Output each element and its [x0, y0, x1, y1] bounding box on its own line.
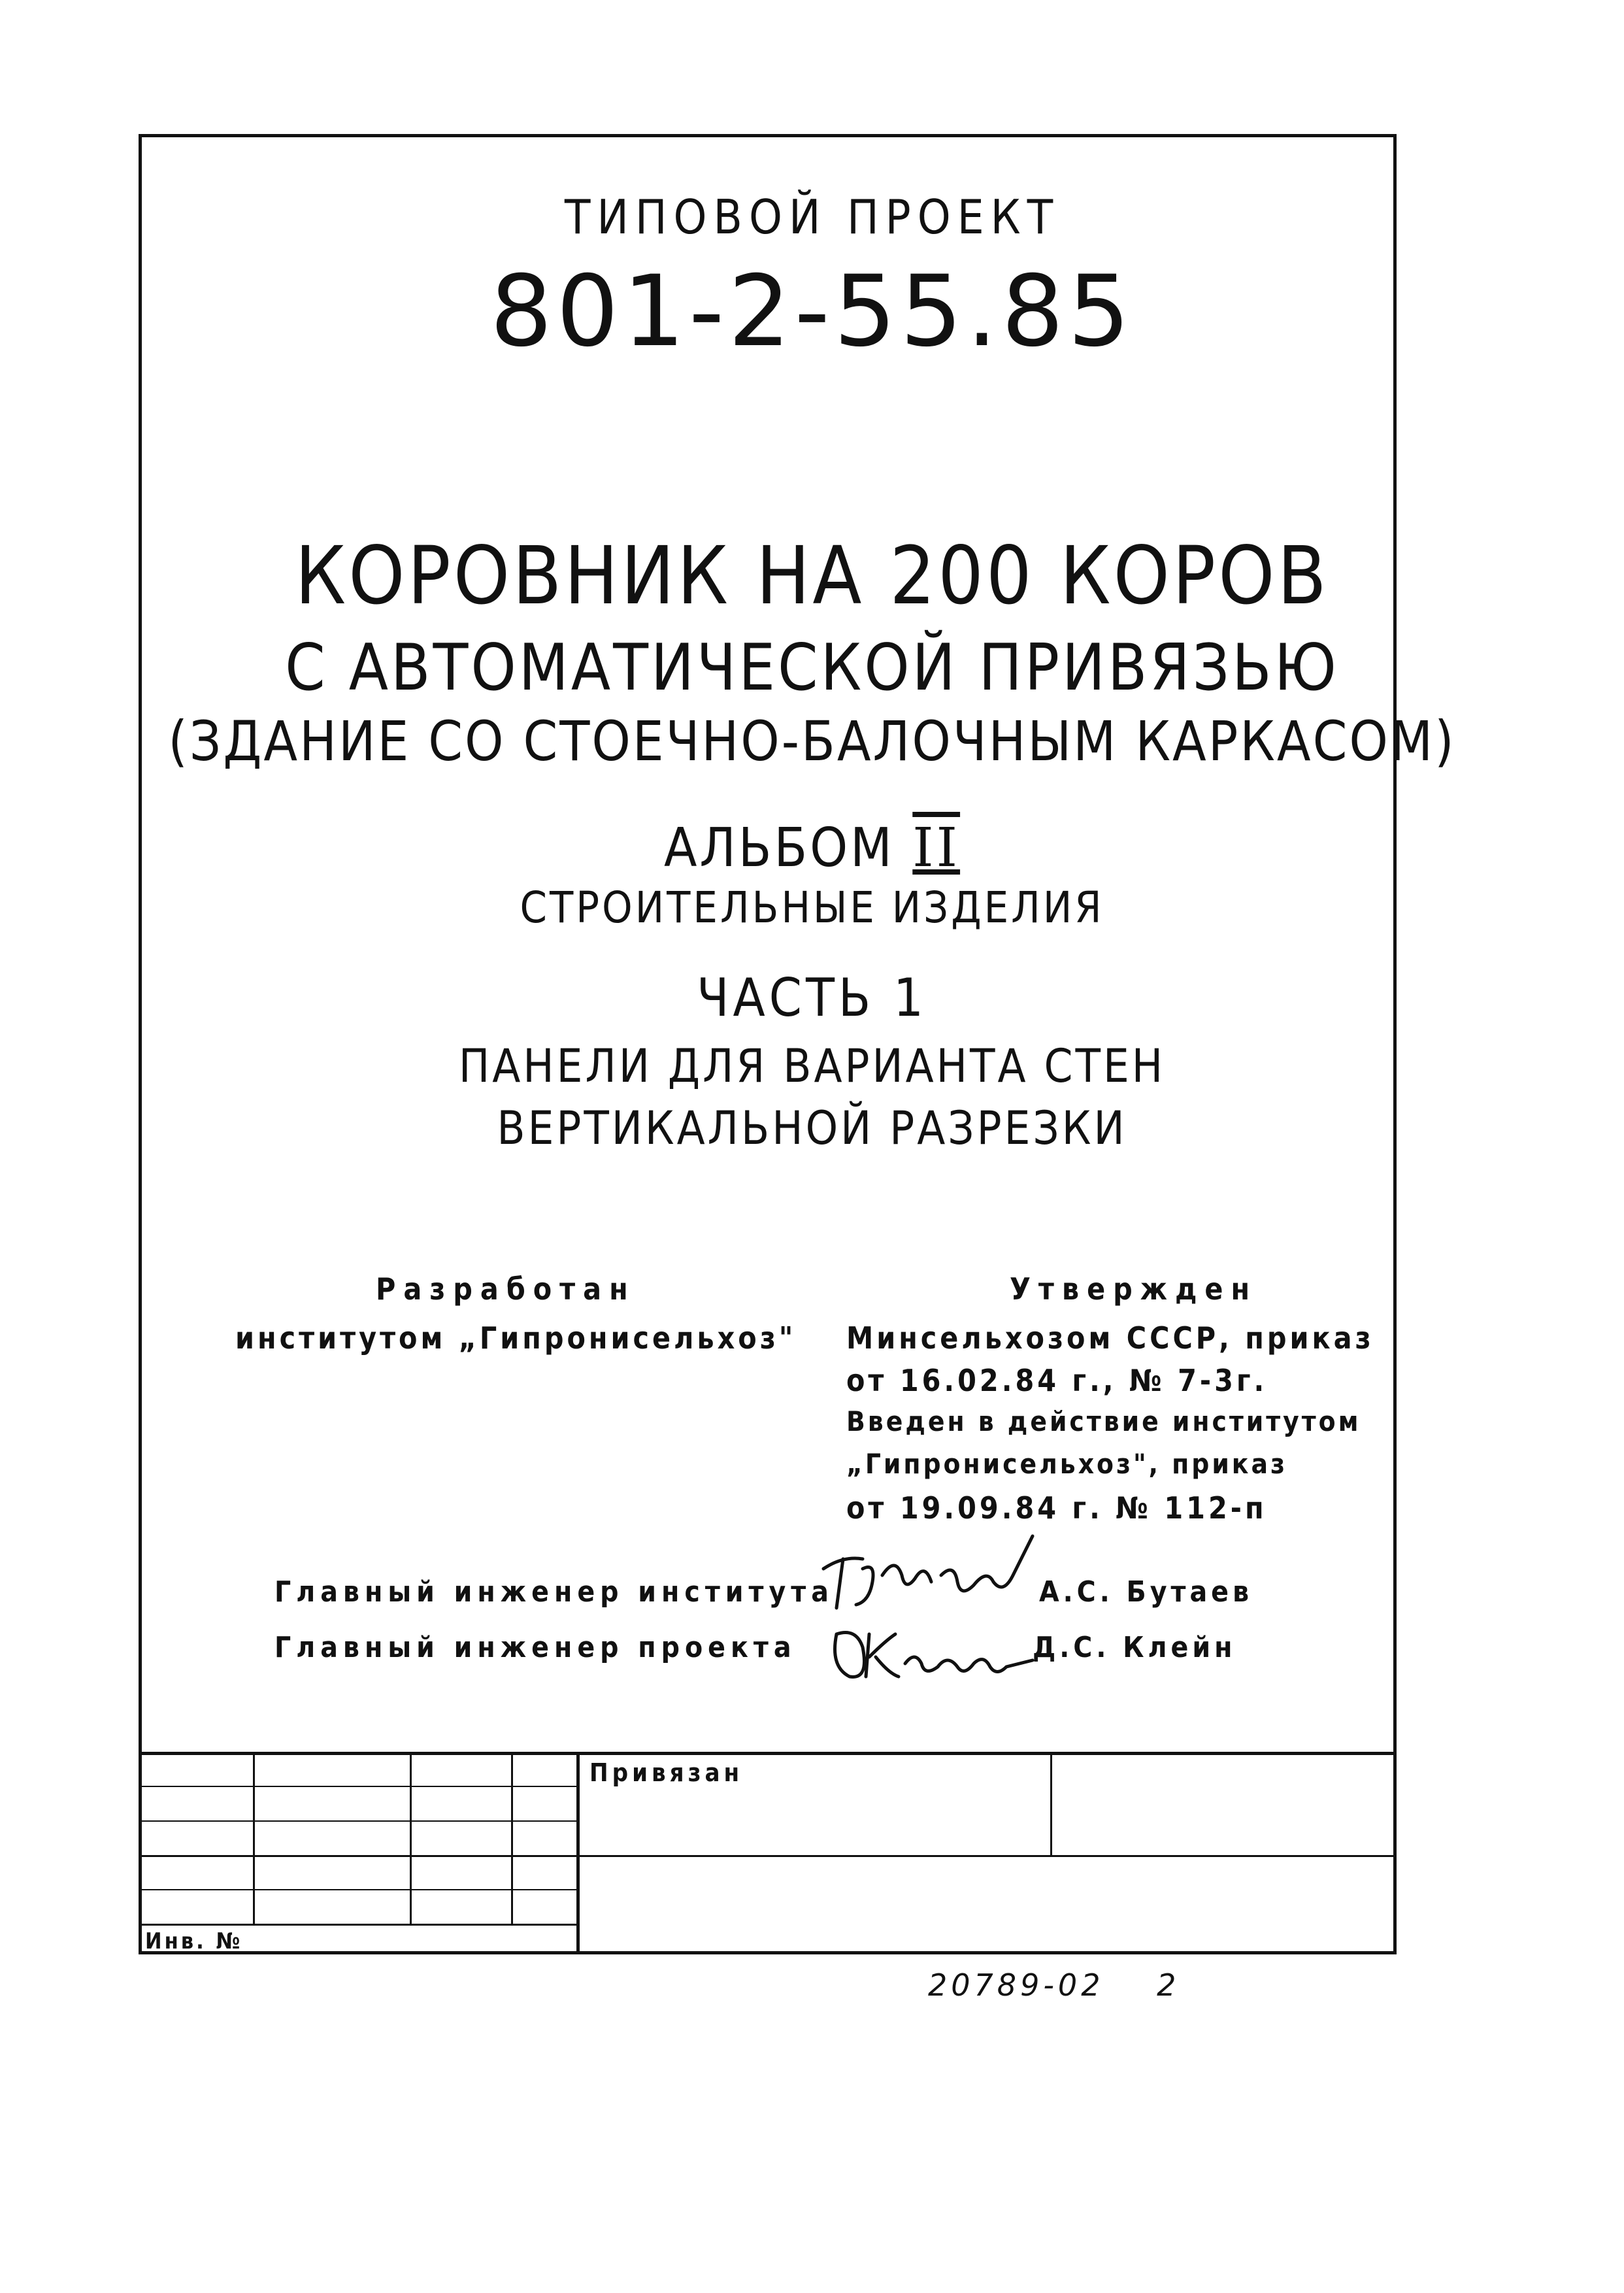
- tb-vline-4: [576, 1752, 580, 1954]
- tb-hline-2: [139, 1820, 576, 1822]
- album-numeral: II: [912, 817, 961, 879]
- tb-vline-5: [1050, 1752, 1052, 1856]
- project-number: 801-2-55.85: [489, 255, 1135, 369]
- title-block: [139, 1752, 1397, 1954]
- title-line-3: (ЗДАНИЕ СО СТОЕЧНО-БАЛОЧНЫМ КАРКАСОМ): [168, 709, 1456, 773]
- tb-vline-3: [511, 1752, 513, 1925]
- title-line-2: С АВТОМАТИЧЕСКОЙ ПРИВЯЗЬЮ: [285, 631, 1339, 705]
- doc-number: 20789-02: [928, 1967, 1104, 2003]
- approved-line-1: Минсельхозом СССР, приказ: [846, 1320, 1374, 1356]
- signature-name-1: А.С. Бутаев: [1039, 1575, 1253, 1609]
- developed-heading: Разработан: [376, 1271, 636, 1307]
- approved-line-5: от 19.09.84 г. № 112-п: [846, 1490, 1267, 1526]
- signature-role-1: Главный инженер института: [274, 1575, 834, 1609]
- footer-doc-number: [928, 1967, 1180, 2003]
- inv-label: Инв. №: [145, 1928, 243, 1954]
- title-line-1: КОРОВНИК НА 200 КОРОВ: [295, 529, 1329, 622]
- album-heading: [0, 817, 1624, 879]
- approved-line-3: Введен в действие институтом: [846, 1405, 1361, 1437]
- approved-line-4: „Гипронисельхоз", приказ: [846, 1448, 1287, 1480]
- tb-hline-1: [139, 1786, 576, 1787]
- signature-role-2: Главный инженер проекта: [274, 1631, 797, 1664]
- page-number: 2: [1157, 1967, 1180, 2003]
- tb-vline-2: [410, 1752, 412, 1925]
- approved-line-2: от 16.02.84 г., № 7-3г.: [846, 1363, 1268, 1398]
- part-line-2: ВЕРТИКАЛЬНОЙ РАЗРЕЗКИ: [497, 1101, 1127, 1155]
- tb-top-line: [139, 1752, 1397, 1755]
- header-label: ТИПОВОЙ ПРОЕКТ: [564, 190, 1060, 244]
- approved-heading: Утвержден: [1010, 1271, 1258, 1307]
- tb-vline-1: [253, 1752, 255, 1925]
- tb-hline-3: [139, 1855, 1397, 1857]
- album-subtitle: СТРОИТЕЛЬНЫЕ ИЗДЕЛИЯ: [520, 882, 1104, 933]
- signature-butaev: [817, 1530, 1052, 1621]
- part-line-1: ПАНЕЛИ ДЛЯ ВАРИАНТА СТЕН: [458, 1039, 1166, 1093]
- bound-label: Привязан: [589, 1758, 744, 1787]
- album-label: АЛЬБОМ: [663, 817, 895, 879]
- tb-hline-4: [139, 1889, 576, 1890]
- developed-by: институтом „Гипронисельхоз": [235, 1320, 797, 1356]
- tb-hline-5: [139, 1924, 576, 1926]
- signature-klein: [823, 1615, 1039, 1693]
- signature-name-2: Д.С. Клейн: [1033, 1631, 1236, 1664]
- part-label: ЧАСТЬ 1: [697, 967, 927, 1028]
